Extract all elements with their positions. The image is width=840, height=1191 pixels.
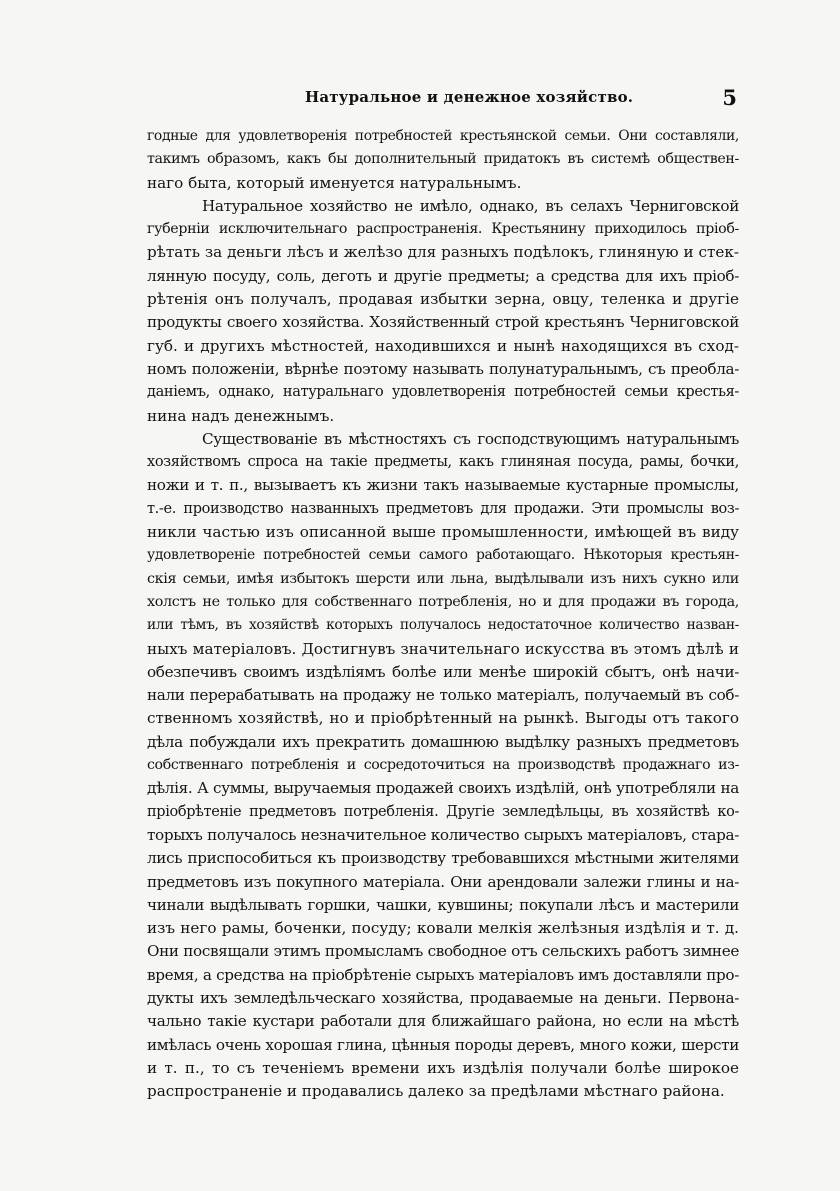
running-header (147, 85, 739, 112)
text-line: время, а средства на пріобрѣтеніе сырыхъ матеріаловъ имъ доставляли про- (147, 965, 739, 984)
text-line: годные для удовлетворенія потребностей крестьянской семьи. Они составляли, (147, 128, 739, 144)
text-line: пріобрѣтеніе предметовъ потребленія. Другіе земледѣльцы, въ хозяйствѣ ко- (147, 803, 739, 820)
text-line: предметовъ изъ покупного матеріала. Они арендовали залежи глины и на- (147, 872, 739, 891)
text-line: распространеніе и продавались далеко за предѣлами мѣстнаго района. (147, 1082, 725, 1101)
text-line: удовлетвореніе потребностей семьи самого работающаго. Нѣкоторыя крестьян- (147, 547, 739, 564)
text-line: или тѣмъ, въ хозяйствѣ которыхъ получалось недостаточное количество назван- (147, 617, 739, 634)
text-line: дукты ихъ земледѣльческаго хозяйства, продаваемые на деньги. Первона- (147, 988, 739, 1007)
text-line: такимъ образомъ, какъ бы дополнительный придатокъ въ системѣ обществен- (147, 151, 739, 168)
text-line: нали перерабатывать на продажу не только матеріалъ, получаемый въ соб- (147, 686, 739, 705)
text-line: лись приспособиться къ производству требовавшихся мѣстными жителями (147, 849, 739, 868)
text-line: и т. п., то съ теченіемъ времени ихъ издѣлія получали болѣе широкое (147, 1058, 739, 1077)
text-line: ныхъ матеріаловъ. Достигнувъ значительнаго искусства въ этомъ дѣлѣ и (147, 639, 739, 658)
header-title: Натуральное и денежное хозяйство. (305, 88, 634, 106)
text-line: ственномъ хозяйствѣ, но и пріобрѣтенный на рынкѣ. Выгоды отъ такого (147, 709, 739, 728)
text-line: губ. и другихъ мѣстностей, находившихся и нынѣ находящихся въ сход- (147, 336, 739, 355)
text-line: хозяйствомъ спроса на такіе предметы, какъ глиняная посуда, рамы, бочки, (147, 454, 739, 471)
text-line: рѣтать за деньги лѣсъ и желѣзо для разныхъ подѣлокъ, глиняную и стек- (147, 243, 739, 262)
text-line: дѣлія. А суммы, выручаемыя продажей своихъ издѣлій, онѣ употребляли на (147, 779, 739, 798)
text-line: рѣтенія онъ получалъ, продавая избытки зерна, овцу, теленка и другіе (147, 290, 739, 309)
text-line: Существованіе въ мѣстностяхъ съ господствующимъ натуральнымъ (202, 429, 739, 448)
text-line: губерніи исключительнаго распространенія. Крестьянину приходилось пріоб- (147, 221, 739, 238)
text-line: лянную посуду, соль, деготь и другіе предметы; а средства для ихъ пріоб- (147, 266, 739, 285)
text-line: никли частью изъ описанной выше промышленности, имѣющей въ виду (147, 523, 739, 542)
text-line: Они посвящали этимъ промысламъ свободное отъ сельскихъ работъ зимнее (147, 942, 739, 961)
text-line: имѣлась очень хорошая глина, цѣнныя породы деревъ, много кожи, шерсти (147, 1035, 739, 1054)
text-line: чинали выдѣлывать горшки, чашки, кувшины; покупали лѣсъ и мастерили (147, 895, 739, 914)
text-line: чально такіе кустари работали для ближайшаго района, но если на мѣстѣ (147, 1012, 739, 1031)
text-line: холстъ не только для собственнаго потребленія, но и для продажи въ города, (147, 593, 739, 610)
text-line: Натуральное хозяйство не имѣло, однако, въ селахъ Черниговской (202, 196, 739, 215)
text-line: изъ него рамы, боченки, посуду; ковали мелкія желѣзныя издѣлія и т. д. (147, 919, 739, 938)
text-line: обезпечивъ своимъ издѣліямъ болѣе или менѣе широкій сбытъ, онѣ начи- (147, 662, 739, 681)
text-line: т.-е. производство названныхъ предметовъ для продажи. Эти промыслы воз- (147, 500, 739, 517)
body-text (147, 125, 739, 1103)
page-number: 5 (722, 85, 737, 110)
text-line: торыхъ получалось незначительное количество сырыхъ матеріаловъ, стара- (147, 825, 739, 844)
text-line: ножи и т. п., вызываетъ къ жизни такъ называемые кустарные промыслы, (147, 476, 739, 495)
text-line: дѣла побуждали ихъ прекратить домашнюю выдѣлку разныхъ предметовъ (147, 732, 739, 751)
text-line: продукты своего хозяйства. Хозяйственный строй крестьянъ Черниговской (147, 313, 739, 332)
text-line: собственнаго потребленія и сосредоточиться на производствѣ продажнаго из- (147, 757, 739, 774)
text-line: нина надъ денежнымъ. (147, 406, 335, 425)
text-line: даніемъ, однако, натуральнаго удовлетворенія потребностей семьи крестья- (147, 384, 739, 401)
text-line: скія семьи, имѣя избытокъ шерсти или льна, выдѣлывали изъ нихъ сукно или (147, 570, 739, 587)
text-line: наго быта, который именуется натуральнымъ. (147, 173, 522, 192)
text-line: номъ положеніи, вѣрнѣе поэтому называть полунатуральнымъ, съ преобла- (147, 359, 739, 378)
